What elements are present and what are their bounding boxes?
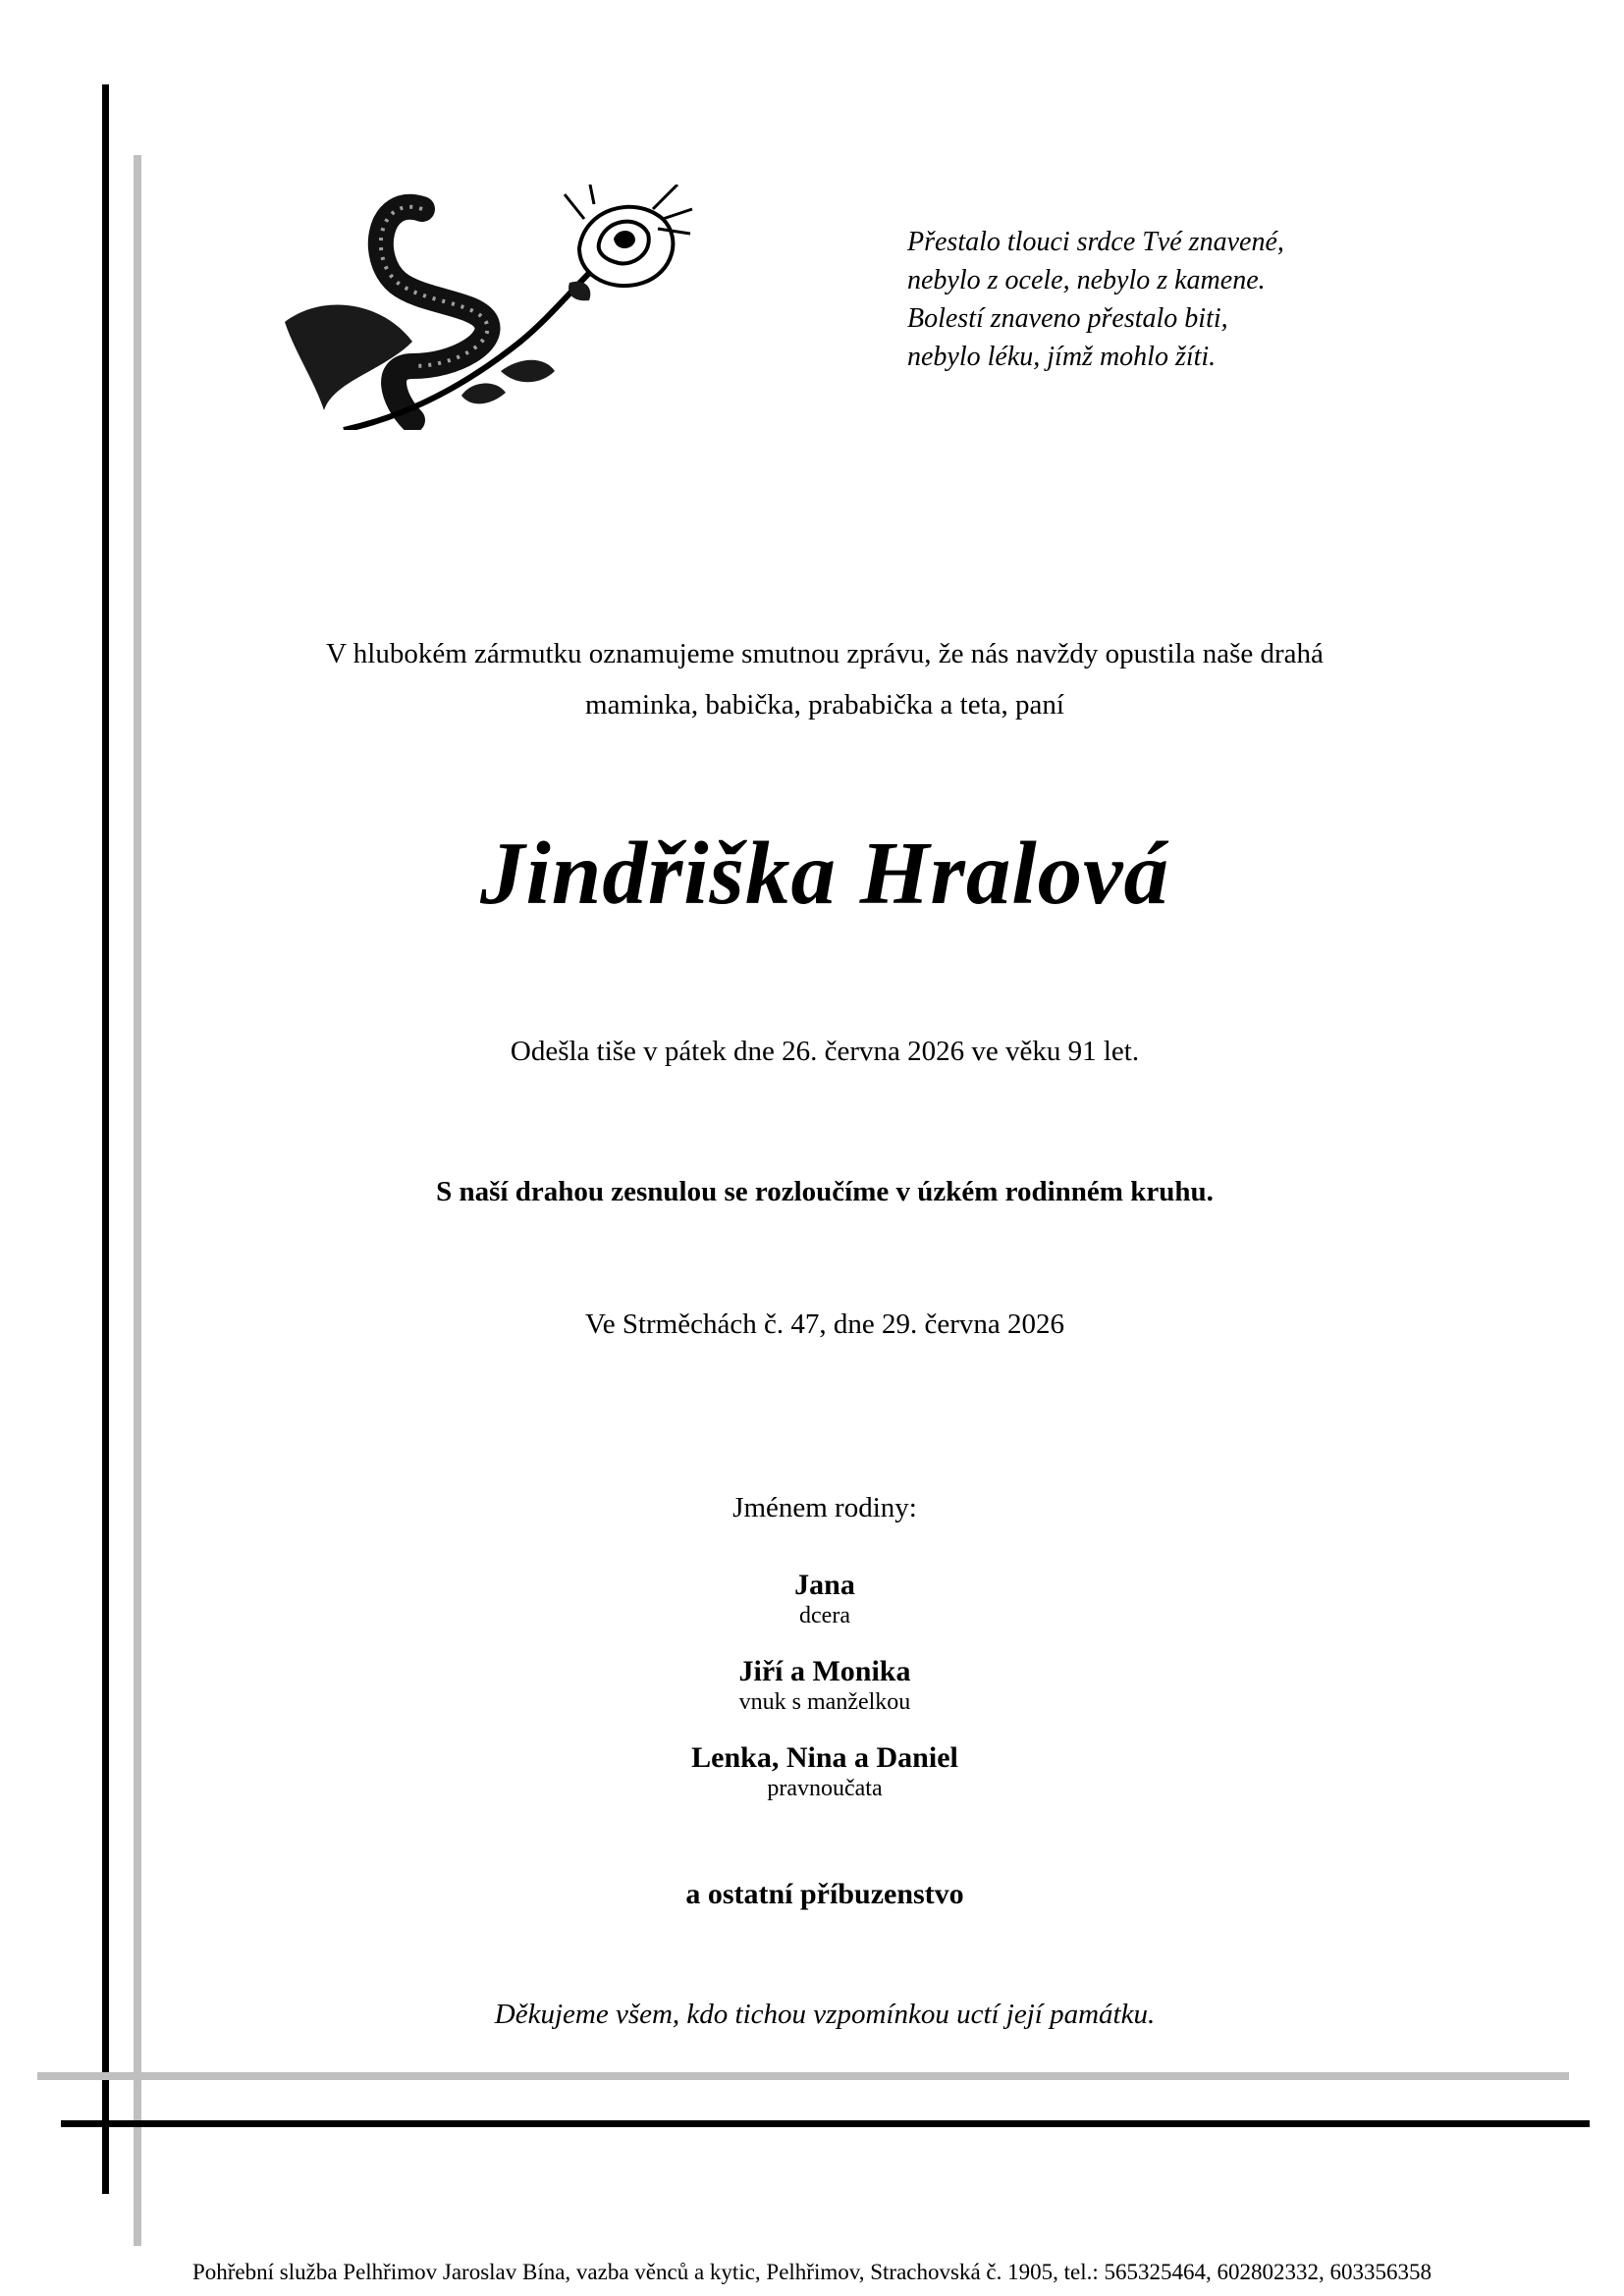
announcement xyxy=(0,628,1624,730)
place-date: Ve Strměchách č. 47, dne 29. června 2026 xyxy=(584,1308,1064,1340)
announcement-line-2: maminka, babička, prababička a teta, paní xyxy=(585,689,1064,721)
rose-with-ribbon-icon xyxy=(275,185,707,430)
poem-line-3: Bolestí znaveno přestalo biti, xyxy=(907,303,1228,334)
announcement-line-1: V hlubokém zármutku oznamujeme smutnou zprávu, že nás navždy opustila naše drahá xyxy=(326,638,1324,669)
poem-line-1: Přestalo tlouci srdce Tvé znavené, xyxy=(907,227,1284,257)
frame-horizontal-gray-line xyxy=(37,2072,1569,2080)
poem xyxy=(907,223,1418,376)
family-member-role: dcera xyxy=(799,1603,850,1629)
footer-funeral-service: Pohřební služba Pelhřimov Jaroslav Bína, vazba věnců a kytic, Pelhřimov, Strachovská č. 1905, tel.: 565325464, 602802332, 603356358 xyxy=(191,2260,1433,2284)
farewell-text: S naší drahou zesnulou se rozloučíme v úzkém rodinném kruhu. xyxy=(436,1176,1214,1207)
family-member-name: Lenka, Nina a Daniel xyxy=(691,1741,958,1774)
departed-text: Odešla tiše v pátek dne 26. června 2026 ve věku 91 let. xyxy=(510,1036,1140,1067)
deceased-name: Jindřiška Hralová xyxy=(479,824,1170,923)
family-member xyxy=(0,1740,1624,1801)
family-member xyxy=(0,1568,1624,1629)
poem-line-2: nebylo z ocele, nebylo z kamene. xyxy=(907,265,1266,295)
thanks-text: Děkujeme všem, kdo tichou vzpomínkou uctí její památku. xyxy=(494,1999,1156,2030)
family-member xyxy=(0,1654,1624,1715)
family-list xyxy=(0,1568,1624,1827)
poem-line-4: nebylo léku, jímž mohlo žíti. xyxy=(907,342,1217,372)
other-relatives: a ostatní příbuzenstvo xyxy=(685,1878,964,1910)
family-member-name: Jana xyxy=(794,1569,855,1601)
on-behalf-of-family: Jménem rodiny: xyxy=(732,1492,917,1523)
family-member-role: pravnoučata xyxy=(767,1776,883,1801)
family-member-role: vnuk s manželkou xyxy=(738,1689,911,1715)
frame-horizontal-black-line xyxy=(61,2120,1590,2127)
family-member-name: Jiří a Monika xyxy=(738,1655,911,1687)
